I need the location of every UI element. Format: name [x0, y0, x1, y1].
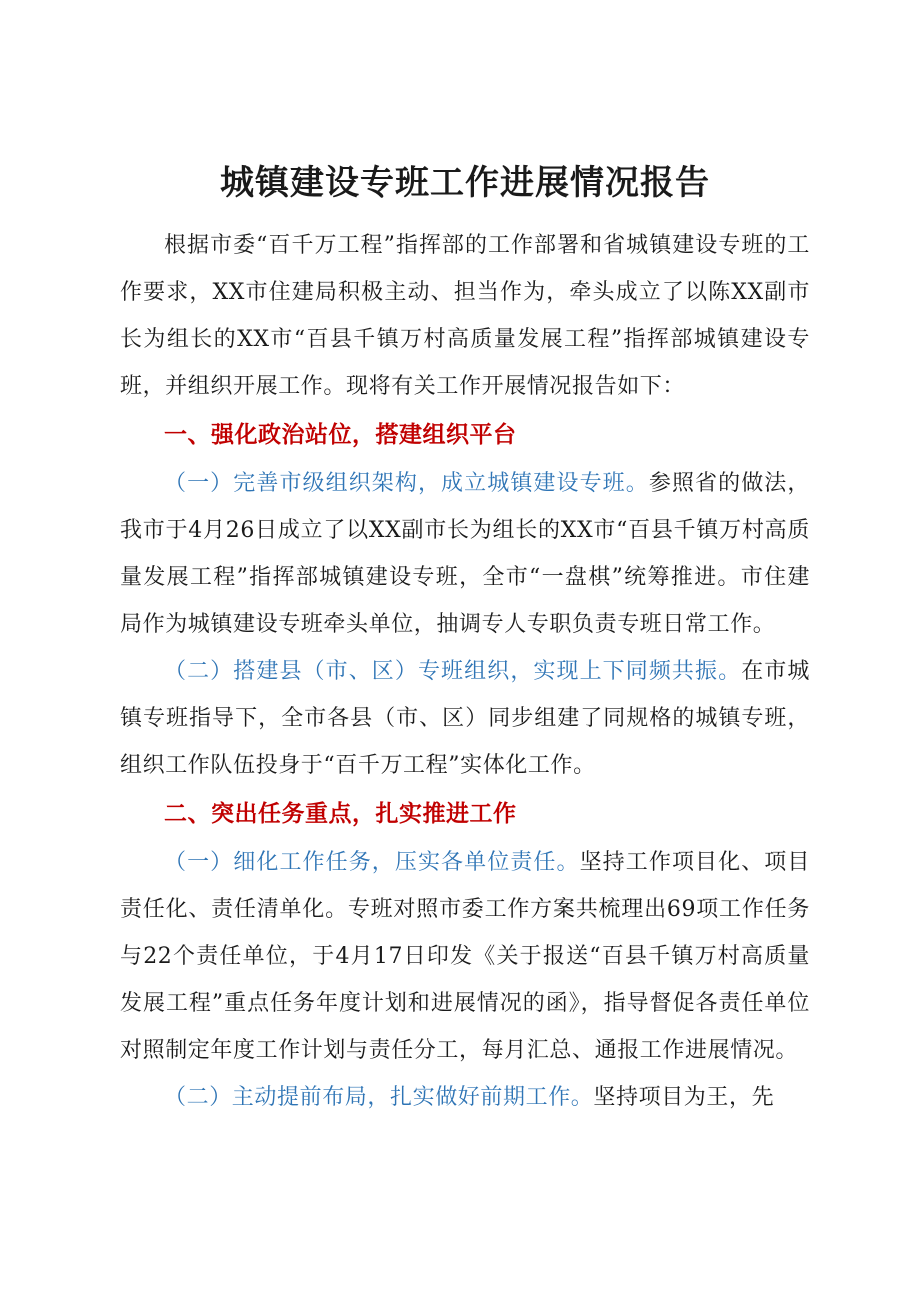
- subsection-lead: （一）完善市级组织架构，成立城镇建设专班。: [164, 471, 649, 496]
- section-heading-2: 二、突出任务重点，扎实推进工作: [164, 801, 517, 827]
- subsection-body: 坚持工作项目化、项目责任化、责任清单化。专班对照市委工作方案共梳理出69项工作任务与22个责任单位，于4月17日印发《关于报送“百县千镇万村高质量发展工程”重点任务年度计划和进展情况的函》，指导督促各责任单位对照制定年度工作计划与责任分工，每月汇总、通报工作进展情况。: [120, 850, 810, 1063]
- section-heading-1: 一、强化政治站位，搭建组织平台: [164, 422, 517, 448]
- subsection-lead: （一）细化工作任务，压实各单位责任。: [164, 850, 580, 875]
- intro-paragraph: 根据市委“百千万工程”指挥部的工作部署和省城镇建设专班的工作要求，XX市住建局积极主动、担当作为，牵头成立了以陈XX副市长为组长的XX市“百县千镇万村高质量发展工程”指挥部城镇建设专班，并组织开展工作。现将有关工作开展情况报告如下：: [120, 233, 810, 399]
- subsection-1-2: [120, 648, 810, 789]
- subsection-1-1: [120, 460, 810, 648]
- subsection-lead: （二）主动提前布局，扎实做好前期工作。: [164, 1085, 594, 1110]
- subsection-lead: （二）搭建县（市、区）专班组织，实现上下同频共振。: [164, 659, 742, 684]
- document-title: 城镇建设专班工作进展情况报告: [220, 163, 710, 203]
- subsection-body: 坚持项目为王，先: [593, 1085, 775, 1110]
- subsection-2-1: [120, 839, 810, 1074]
- subsection-2-2: [120, 1074, 810, 1121]
- subsection-body: 参照省的做法，我市于4月26日成立了以XX副市长为组长的XX市“百县千镇万村高质量发展工程”指挥部城镇建设专班，全市“一盘棋”统筹推进。市住建局作为城镇建设专班牵头单位，抽调专人专职负责专班日常工作。: [120, 471, 810, 637]
- subsection-body: 在市城镇专班指导下，全市各县（市、区）同步组建了同规格的城镇专班，组织工作队伍投身于“百千万工程”实体化工作。: [120, 659, 810, 778]
